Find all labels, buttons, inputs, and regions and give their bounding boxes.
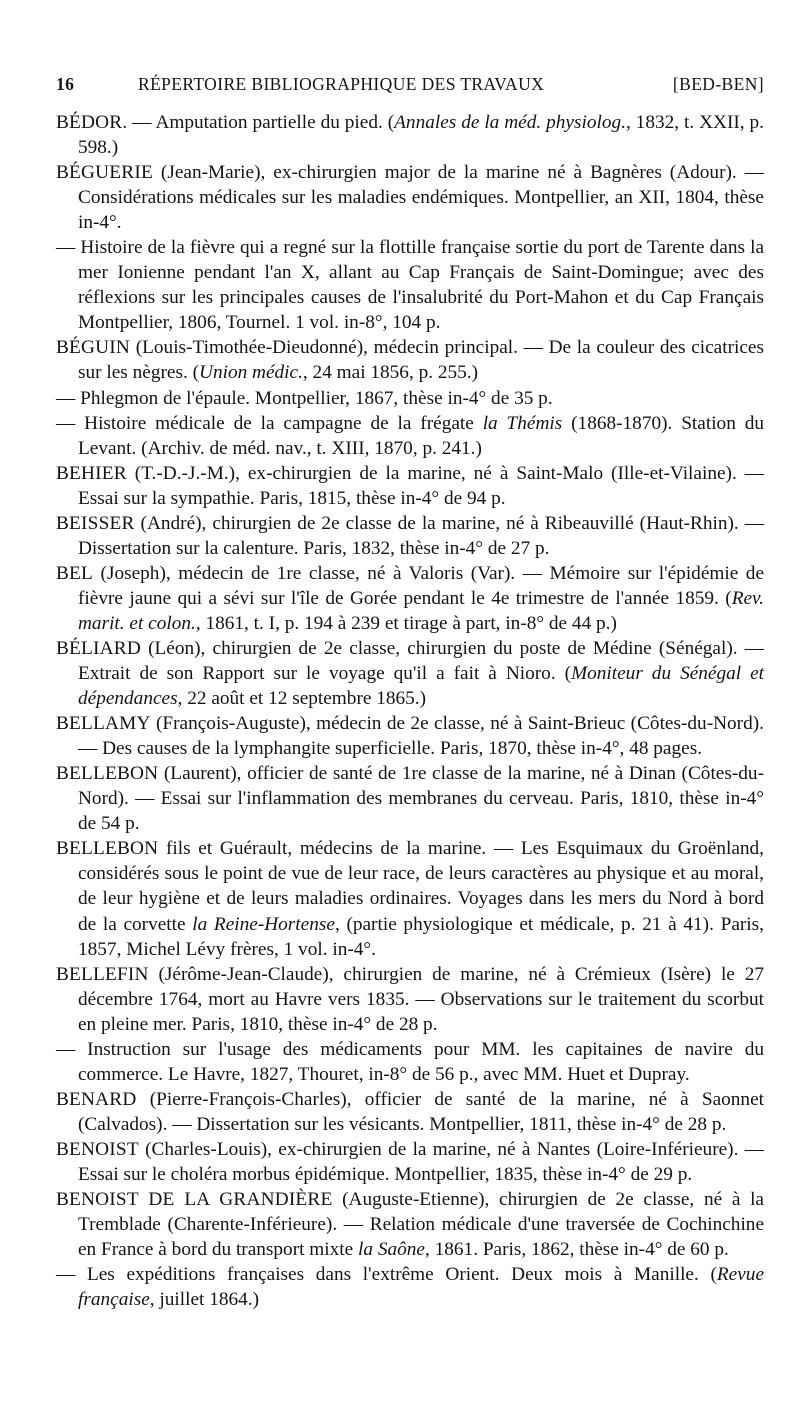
entry-text: — Histoire de la fièvre qui a regné sur la flottille française sortie du port de Tarente dans la mer Ionienne pendant l'an X, allant au Cap Français de Saint-Domingue; avec des réflexions sur les principales causes de l'insalubrité du Port-Mahon et du Cap Français Montpellier, 1806, Tournel. 1 vol. in-8°, 104 p. [56, 237, 764, 334]
entry-text: — Amputation partielle du pied. ( [127, 112, 395, 133]
entry-author: BELLEBON [56, 763, 159, 785]
bibliography-entry [56, 511, 764, 561]
entry-author: BÉGUERIE [56, 162, 153, 184]
entry-author: BELLAMY [56, 713, 151, 735]
entry-text: — Histoire médicale de la campagne de la frégate [56, 412, 483, 434]
entry-author: BÉGUIN [56, 337, 131, 359]
bibliography-entry [56, 1087, 764, 1137]
entry-tail: , (partie physiologique et médicale, p. 21 à 41). Paris, 1857, Michel Lévy frères, 1 vol. in-4°. [78, 913, 764, 960]
entry-author: BENOIST [56, 1138, 139, 1160]
entry-author: BENOIST DE LA GRANDIÈRE [56, 1189, 333, 1211]
entry-author: BÉDOR. [56, 112, 128, 133]
entry-author: BEHIER [56, 462, 127, 484]
entry-journal: la Thémis [482, 412, 563, 434]
bibliography-entry [56, 411, 764, 461]
entry-text: (Auguste-Etienne), chirurgien de 2e classe, né à la Tremblade (Charente-Inférieure). — Relation médicale d'une traversée de Cochinchine en France à bord du transport mixte [78, 1189, 764, 1261]
entry-text: (Léon), chirurgien de 2e classe, chirurgien du poste de Médine (Sénégal). — Extrait de son Rapport sur le voyage qu'il a fait à Nioro. ( [78, 637, 764, 685]
bibliography-entry [56, 335, 764, 385]
entry-text: (T.-D.-J.-M.), ex-chirurgien de la marine, né à Saint-Malo (Ille-et-Vilaine). — Essai sur la sympathie. Paris, 1815, thèse in-4° de 94 p. [78, 462, 764, 509]
entry-text: (Jean-Marie), ex-chirurgien major de la marine né à Bagnères (Adour). — Considérations médicales sur les maladies endémiques. Montpellier, an XII, 1804, thèse in-4°. [78, 162, 764, 234]
bibliography-entry [56, 110, 764, 160]
bibliography-entry [56, 962, 764, 1037]
running-head [56, 74, 764, 98]
entry-tail: , 1832, t. XXII, p. 598.) [78, 112, 764, 159]
bibliography-entry [56, 160, 764, 235]
entry-journal: la Saône [358, 1239, 425, 1261]
entry-text: (Jérôme-Jean-Claude), chirurgien de marine, né à Crémieux (Isère) le 27 décembre 1764, mort au Havre vers 1835. — Observations sur le traitement du scorbut en pleine mer. Paris, 1810, thèse in-4° de 28 p. [78, 963, 764, 1035]
entry-tail: , juillet 1864.) [149, 1289, 260, 1311]
entry-text: (Charles-Louis), ex-chirurgien de la marine, né à Nantes (Loire-Inférieure). — Essai sur le choléra morbus épidémique. Montpellier, 1835, thèse in-4° de 29 p. [78, 1138, 764, 1185]
entry-author: BELLEBON [56, 838, 159, 860]
entry-text: (Louis-Timothée-Dieudonné), médecin principal. — De la couleur des cicatrices sur les nègres. ( [78, 337, 764, 384]
entry-journal: Moniteur du Sénégal et dépendances [78, 663, 765, 710]
entry-text: (Laurent), officier de santé de 1re classe de la marine, né à Dinan (Côtes-du-Nord). — Essai sur l'inflammation des membranes du cerveau. Paris, 1810, thèse in-4° de 54 p. [78, 763, 764, 835]
entry-tail: , 1861, t. I, p. 194 à 239 et tirage à part, in-8° de 44 p.) [195, 612, 617, 634]
entry-text: (Joseph), médecin de 1re classe, né à Valoris (Var). — Mémoire sur l'épidémie de fièvre jaune qui a sévi sur l'île de Gorée pendant le 4e trimestre de l'année 1859. ( [78, 562, 764, 609]
entry-range: [BED-BEN] [672, 74, 764, 94]
bibliography-entry [56, 836, 764, 961]
entry-journal: Union médic. [199, 362, 303, 384]
entry-text: — Phlegmon de l'épaule. Montpellier, 1867, thèse in-4° de 35 p. [56, 387, 553, 409]
entry-author: BÉLIARD [56, 637, 141, 659]
bibliography-entry [56, 636, 764, 711]
running-title: RÉPERTOIRE BIBLIOGRAPHIQUE DES TRAVAUX [138, 74, 545, 94]
bibliography-entry [56, 386, 764, 411]
entry-tail: , 24 mai 1856, p. 255.) [302, 362, 479, 384]
entry-journal: la Reine-Hortense [192, 913, 335, 935]
entry-journal: Rev. marit. et colon. [78, 587, 764, 634]
entry-tail: (1868-1870). Station du Levant. (Archiv. de méd. nav., t. XIII, 1870, p. 241.) [78, 412, 764, 459]
entry-author: BENARD [56, 1088, 137, 1110]
bibliography-entry [56, 235, 764, 335]
bibliography-entry [56, 1037, 764, 1087]
bibliography-body [56, 110, 764, 1312]
entry-tail: , 22 août et 12 septembre 1865.) [177, 688, 427, 710]
entry-tail: , 1861. Paris, 1862, thèse in-4° de 60 p. [424, 1239, 729, 1261]
entry-author: BELLEFIN [56, 963, 149, 985]
bibliography-entry [56, 1187, 764, 1262]
entry-text: (André), chirurgien de 2e classe de la marine, né à Ribeauvillé (Haut-Rhin). — Dissertation sur la calenture. Paris, 1832, thèse in-4° de 27 p. [78, 512, 764, 559]
entry-text: — Les expéditions françaises dans l'extrême Orient. Deux mois à Manille. ( [56, 1264, 717, 1286]
bibliography-entry [56, 461, 764, 511]
entry-journal: Annales de la méd. physiolog. [394, 112, 626, 133]
entry-text: — Instruction sur l'usage des médicaments pour MM. les capitaines de navire du commerce. Le Havre, 1827, Thouret, in-8° de 56 p., avec MM. Huet et Dupray. [56, 1038, 764, 1085]
bibliography-entry [56, 711, 764, 761]
entry-journal: Revue française [78, 1264, 764, 1311]
bibliography-entry [56, 561, 764, 636]
entry-text: (François-Auguste), médecin de 2e classe, né à Saint-Brieuc (Côtes-du-Nord). — Des causes de la lymphangite superficielle. Paris, 1870, thèse in-4°, 48 pages. [78, 713, 764, 760]
bibliography-entry [56, 1262, 764, 1312]
entry-text: fils et Guérault, médecins de la marine. — Les Esquimaux du Groënland, considérés sous le point de vue de leur race, de leurs caractères au physique et au moral, de leur hygiène et de leurs maladies ordinaires. Voyages dans les mers du Nord à bord de la corvette [78, 838, 764, 935]
entry-author: BEISSER [56, 512, 135, 534]
bibliography-entry [56, 761, 764, 836]
page-number: 16 [56, 74, 75, 94]
bibliography-entry [56, 1137, 764, 1187]
entry-author: BEL [56, 562, 94, 584]
entry-text: (Pierre-François-Charles), officier de santé de la marine, né à Saonnet (Calvados). — Dissertation sur les vésicants. Montpellier, 1811, thèse in-4° de 28 p. [78, 1088, 764, 1135]
